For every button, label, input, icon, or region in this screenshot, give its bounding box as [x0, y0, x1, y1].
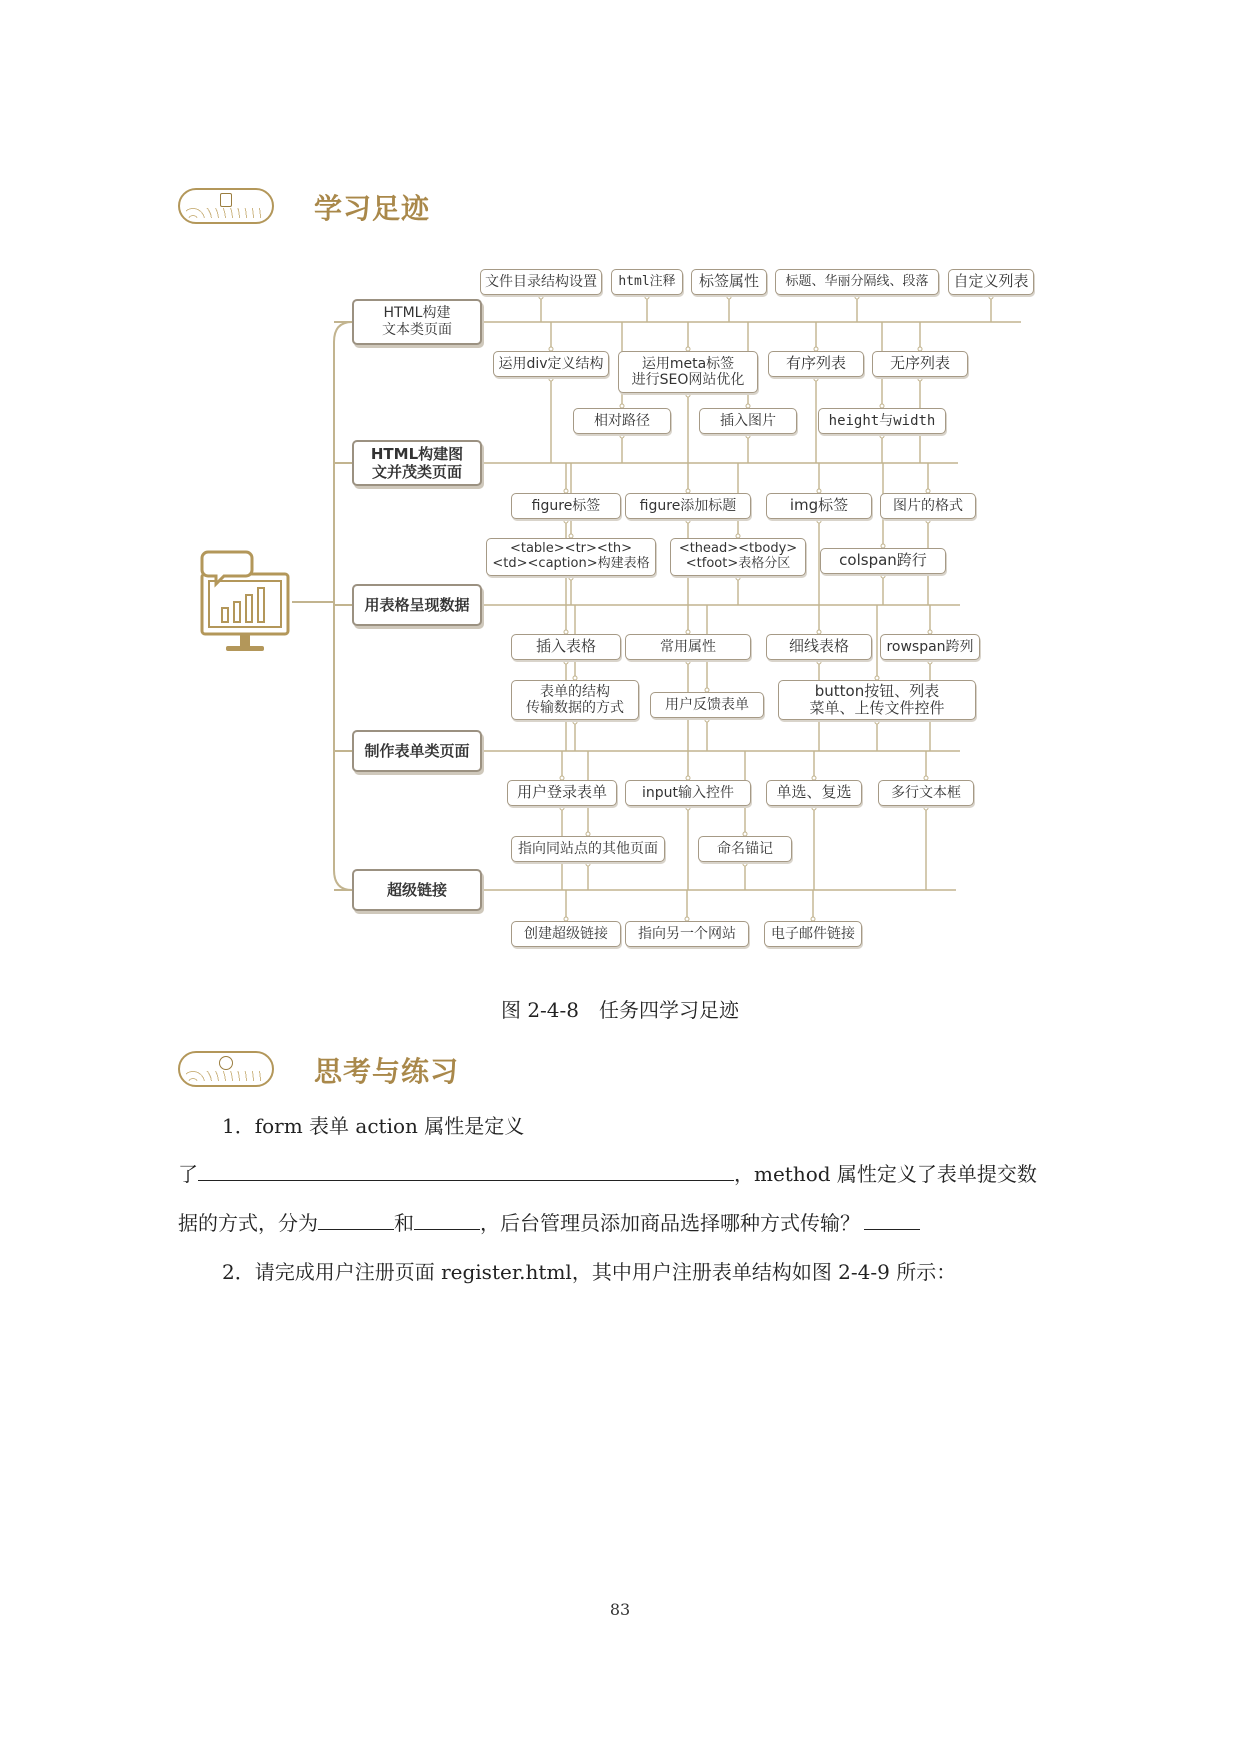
text-segment: ，method 属性定义了表单提交数 — [734, 1162, 1037, 1186]
text-segment: ，后台管理员添加商品选择哪种方式传输？ — [480, 1211, 860, 1235]
connector-dot — [924, 806, 928, 810]
node-unordered-list: 无序列表 — [872, 351, 968, 377]
connector-dot — [564, 660, 568, 664]
node-relative-path: 相对路径 — [573, 408, 671, 434]
text-segment: 和 — [394, 1211, 414, 1235]
answer-blank-method-2[interactable] — [414, 1211, 480, 1230]
section-title-footprint: 学习足迹 — [314, 192, 431, 225]
connector-dot — [686, 519, 690, 523]
section-title-practice: 思考与练习 — [314, 1055, 460, 1088]
node-textarea: 多行文本框 — [878, 780, 974, 806]
node-common-attributes: 常用属性 — [625, 634, 751, 660]
connector-dot — [814, 377, 818, 381]
connector-dot — [560, 806, 564, 810]
connector-dot — [564, 519, 568, 523]
node-colspan: colspan跨行 — [820, 548, 946, 574]
connector-dot — [736, 576, 740, 580]
node-insert-image: 插入图片 — [699, 408, 797, 434]
connector-dot — [743, 862, 747, 866]
connector-dot — [645, 295, 649, 299]
node-thin-line-table: 细线表格 — [766, 634, 872, 660]
node-radio-checkbox: 单选、复选 — [766, 780, 862, 806]
node-ordered-list: 有序列表 — [768, 351, 864, 377]
node-html-comment: html注释 — [611, 269, 683, 295]
connector-dot — [926, 519, 930, 523]
node-create-link: 创建超级链接 — [511, 921, 621, 947]
node-img-tag: img标签 — [766, 493, 872, 519]
node-named-anchor: 命名锚记 — [698, 836, 792, 862]
connector-dot — [746, 434, 750, 438]
connector-dot — [573, 720, 577, 724]
node-image-format: 图片的格式 — [880, 493, 976, 519]
monitor-chart-icon — [200, 548, 292, 656]
branch-html-image-page: HTML构建图 文并茂类页面 — [352, 440, 482, 486]
page-number: 83 — [609, 1600, 631, 1619]
connector-dot — [812, 806, 816, 810]
node-figure-tag: figure标签 — [511, 493, 621, 519]
question-2: 2．请完成用户注册页面 register.html，其中用户注册表单结构如图 2-4-9 所示： — [222, 1260, 957, 1284]
node-definition-list: 自定义列表 — [948, 269, 1034, 295]
connector-dot — [549, 377, 553, 381]
wave-ornament — [186, 1071, 266, 1081]
node-div-structure: 运用div定义结构 — [493, 351, 609, 377]
connector-dot — [817, 519, 821, 523]
question-1-line-3 — [178, 1207, 920, 1236]
node-rowspan: rowspan跨列 — [880, 634, 980, 660]
branch-html-text-page: HTML构建 文本类页面 — [352, 299, 482, 345]
connector-dot — [989, 295, 993, 299]
section-badge — [178, 1051, 274, 1087]
connector-dot — [727, 295, 731, 299]
connector-dot — [928, 660, 932, 664]
target-icon — [219, 1056, 233, 1070]
text-segment: 据的方式，分为 — [178, 1211, 318, 1235]
connector-dot — [686, 660, 690, 664]
node-meta-seo: 运用meta标签 进行SEO网站优化 — [618, 351, 758, 393]
node-file-directory: 文件目录结构设置 — [480, 269, 602, 295]
connector-dot — [855, 295, 859, 299]
connector-dot — [817, 660, 821, 664]
connector-dot — [686, 806, 690, 810]
node-table-tags: <table><tr><th> <td><caption>构建表格 — [486, 538, 656, 576]
node-height-width: height与width — [818, 408, 946, 434]
connector-dot — [918, 377, 922, 381]
connector-dot — [881, 574, 885, 578]
figure-caption: 图 2-4-8 任务四学习足迹 — [500, 998, 740, 1022]
connector-dot — [539, 295, 543, 299]
node-external-link: 指向另一个网站 — [625, 921, 749, 947]
node-tag-attributes: 标签属性 — [691, 269, 767, 295]
connector-dot — [620, 434, 624, 438]
text-segment: 了 — [178, 1162, 198, 1186]
node-email-link: 电子邮件链接 — [764, 921, 862, 947]
question-1-line-1: 1．form 表单 action 属性是定义 — [222, 1114, 525, 1138]
node-table-sections: <thead><tbody> <tfoot>表格分区 — [670, 538, 806, 576]
connector-dot — [875, 720, 879, 724]
node-login-form: 用户登录表单 — [507, 780, 617, 806]
node-button-list-upload: button按钮、列表 菜单、上传文件控件 — [778, 680, 976, 720]
branch-hyperlinks: 超级链接 — [352, 869, 482, 911]
answer-blank-choice[interactable] — [864, 1211, 920, 1230]
node-same-site-link: 指向同站点的其他页面 — [511, 836, 665, 862]
connector-dot — [705, 718, 709, 722]
question-1-line-2 — [178, 1158, 1037, 1187]
answer-blank-action[interactable] — [198, 1162, 734, 1181]
node-figure-caption: figure添加标题 — [625, 493, 751, 519]
node-insert-table: 插入表格 — [511, 634, 621, 660]
connector-dot — [569, 576, 573, 580]
branch-tables: 用表格呈现数据 — [352, 584, 482, 626]
connector-dot — [880, 434, 884, 438]
node-headings-hr-paragraph: 标题、华丽分隔线、段落 — [775, 269, 939, 295]
node-form-structure: 表单的结构 传输数据的方式 — [511, 680, 639, 720]
node-feedback-form: 用户反馈表单 — [650, 692, 764, 718]
answer-blank-method-1[interactable] — [318, 1211, 394, 1230]
connector-dot — [686, 393, 690, 397]
node-input-controls: input输入控件 — [625, 780, 751, 806]
connector-dot — [586, 862, 590, 866]
branch-forms: 制作表单类页面 — [352, 730, 482, 772]
